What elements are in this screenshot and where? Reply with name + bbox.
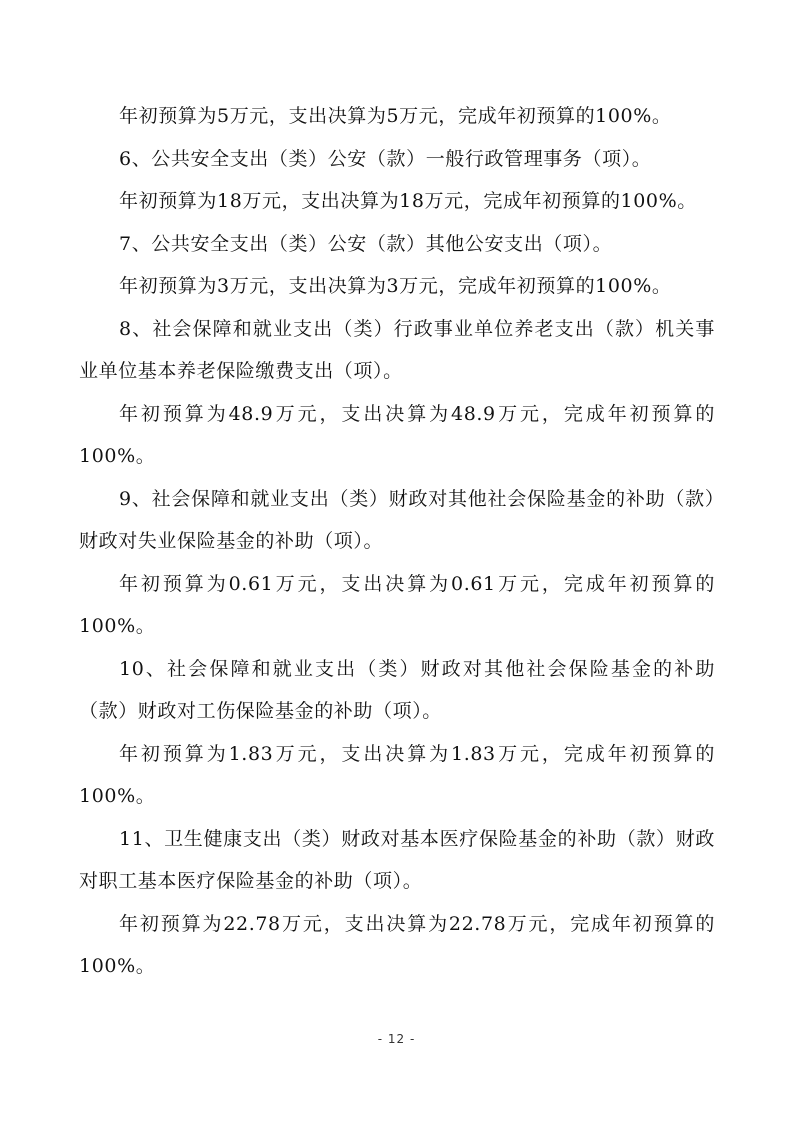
paragraph-budget-1-83: 年初预算为1.83万元，支出决算为1.83万元，完成年初预算的100%。	[79, 742, 715, 807]
page-number: - 12 -	[377, 1032, 416, 1046]
paragraph-item-8-heading: 8、社会保障和就业支出（类）行政事业单位养老支出（款）机关事业单位基本养老保险缴费支出（项）。	[79, 317, 715, 382]
paragraph-item-6-heading: 6、公共安全支出（类）公安（款）一般行政管理事务（项）。	[119, 147, 652, 170]
paragraph-budget-22-78: 年初预算为22.78万元，支出决算为22.78万元，完成年初预算的100%。	[79, 912, 715, 977]
paragraph-item-7-heading: 7、公共安全支出（类）公安（款）其他公安支出（项）。	[119, 232, 613, 255]
paragraph-budget-5: 年初预算为5万元，支出决算为5万元，完成年初预算的100%。	[119, 105, 672, 127]
paragraph-item-11-heading: 11、卫生健康支出（类）财政对基本医疗保险基金的补助（款）财政对职工基本医疗保险基金的补助（项）。	[79, 827, 715, 892]
document-body	[79, 95, 715, 988]
paragraph-budget-48-9: 年初预算为48.9万元，支出决算为48.9万元，完成年初预算的100%。	[79, 402, 715, 467]
paragraph-budget-18: 年初预算为18万元，支出决算为18万元，完成年初预算的100%。	[119, 190, 697, 212]
paragraph-budget-3: 年初预算为3万元，支出决算为3万元，完成年初预算的100%。	[119, 275, 672, 297]
paragraph-budget-0-61: 年初预算为0.61万元，支出决算为0.61万元，完成年初预算的100%。	[79, 572, 715, 637]
paragraph-item-9-heading: 9、社会保障和就业支出（类）财政对其他社会保险基金的补助（款）财政对失业保险基金的补助（项）。	[79, 487, 715, 552]
paragraph-item-10-heading: 10、社会保障和就业支出（类）财政对其他社会保险基金的补助（款）财政对工伤保险基金的补助（项）。	[79, 657, 715, 722]
